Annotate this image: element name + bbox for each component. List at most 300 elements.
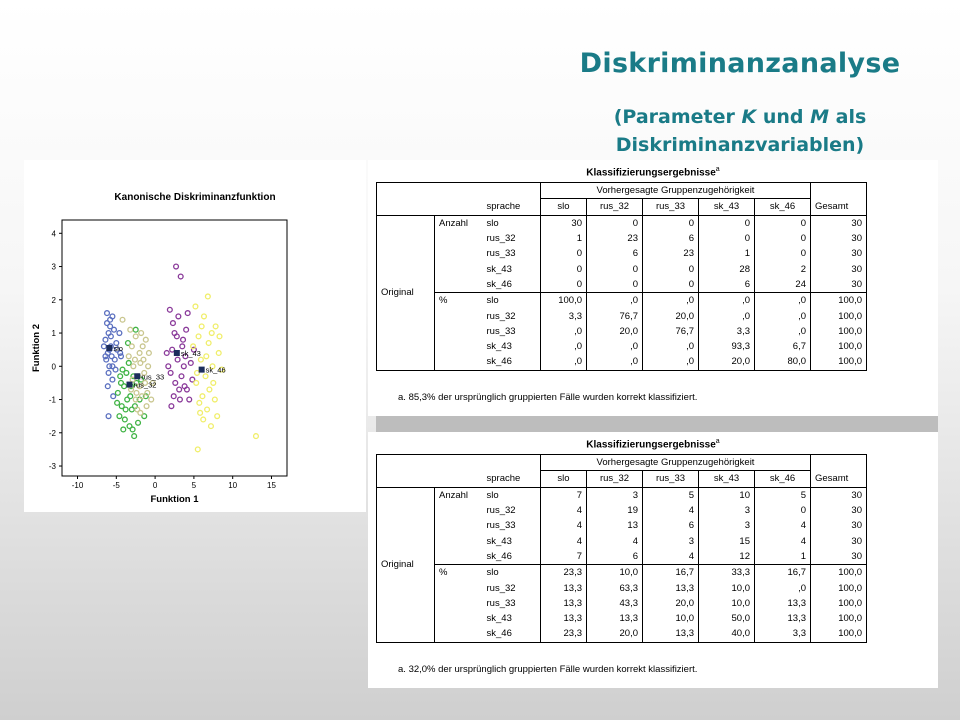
data-point-rus_33 <box>133 334 138 339</box>
row-class-sk_46: sk_46 <box>486 278 512 290</box>
row-class-slo: slo <box>483 565 541 581</box>
row-class-slo: slo <box>486 217 499 229</box>
data-point-rus_33 <box>129 344 134 349</box>
table-cell: 4 <box>643 503 699 518</box>
table-title-text: Klassifizierungsergebnisse <box>586 167 716 179</box>
table-cell: 16,7 <box>643 565 699 581</box>
row-class-slo: slo <box>486 489 499 501</box>
row-class-rus_33: rus_33 <box>486 248 516 260</box>
table-cell: 33,3 <box>699 565 755 581</box>
centroid-label-slo: slo <box>113 344 123 353</box>
class-header-sk_43: sk_43 <box>699 471 755 487</box>
table-cell: 1 <box>755 549 811 565</box>
data-point-sk_46 <box>207 387 212 392</box>
header-corner <box>377 455 541 471</box>
table-cell: 7 <box>541 549 587 565</box>
data-point-sk_46 <box>209 424 214 429</box>
class-header-rus_33: rus_33 <box>643 471 699 487</box>
table-cell: 23 <box>587 231 643 246</box>
data-point-slo <box>103 337 108 342</box>
classification-table-1 <box>368 160 938 416</box>
data-point-rus_33 <box>144 404 149 409</box>
percent-label-blank <box>435 626 483 642</box>
table-cell: 24 <box>755 277 811 293</box>
table-cell: ,0 <box>755 308 811 323</box>
table-cell: ,0 <box>755 324 811 339</box>
y-tick-label: 2 <box>51 295 56 305</box>
table-cell: 100,0 <box>811 626 867 642</box>
table-cell: 6 <box>643 518 699 533</box>
table-cell: 4 <box>643 549 699 565</box>
table-cell: 3 <box>699 518 755 533</box>
x-tick-label: 15 <box>267 481 276 490</box>
centroid-label-sk_46: sk_46 <box>205 365 226 375</box>
data-point-rus_32 <box>115 400 120 405</box>
table-cell: 63,3 <box>587 580 643 595</box>
group-centroid-sk_46 <box>199 367 205 373</box>
data-point-sk_46 <box>254 434 259 439</box>
data-point-sk_43 <box>171 321 176 326</box>
table-cell: ,0 <box>587 354 643 370</box>
data-point-sk_43 <box>184 327 189 332</box>
anzahl-label-blank <box>435 277 483 293</box>
table-cell: 3 <box>587 487 643 503</box>
table-cell: 1 <box>699 246 755 261</box>
data-point-sk_46 <box>202 314 207 319</box>
table-cell: 10,0 <box>699 596 755 611</box>
table-cell: 3,3 <box>541 308 587 323</box>
y-tick-label: -1 <box>48 395 56 405</box>
table-cell: 5 <box>755 487 811 503</box>
table-cell: 100,0 <box>811 580 867 595</box>
table-cell: 13,3 <box>755 596 811 611</box>
row-class-rus_33: rus_33 <box>486 597 516 609</box>
data-point-sk_43 <box>179 374 184 379</box>
data-point-sk_43 <box>178 397 183 402</box>
table-cell: 20,0 <box>587 626 643 642</box>
table-cell: 10,0 <box>587 565 643 581</box>
class-header-rus_32: rus_32 <box>587 471 643 487</box>
original-label: Original <box>377 487 435 642</box>
centroid-label-rus_32: rus_32 <box>133 380 157 390</box>
table-cell: ,0 <box>699 293 755 309</box>
data-point-sk_43 <box>164 351 169 356</box>
data-point-rus_33 <box>131 364 136 369</box>
table-cell: 6 <box>699 277 755 293</box>
table-cell: 15 <box>699 533 755 548</box>
table-cell: ,0 <box>541 324 587 339</box>
data-point-rus_33 <box>128 327 133 332</box>
data-point-sk_46 <box>216 351 221 356</box>
panel-gap-strip <box>376 416 938 432</box>
percent-label-blank <box>435 354 483 370</box>
anzahl-label: Anzahl <box>435 215 483 231</box>
table-cell: 30 <box>811 487 867 503</box>
scatter-plot-panel <box>24 160 366 512</box>
anzahl-label-blank <box>435 246 483 261</box>
data-point-slo <box>101 344 106 349</box>
table-cell: 4 <box>541 533 587 548</box>
table-cell: 0 <box>643 215 699 231</box>
subtitle-text-mid: und <box>756 106 811 128</box>
classification-table-2 <box>368 432 938 688</box>
table-cell: 100,0 <box>811 354 867 370</box>
data-point-sk_43 <box>171 394 176 399</box>
table-cell: 23,3 <box>541 626 587 642</box>
table-cell: 4 <box>755 518 811 533</box>
data-point-rus_33 <box>149 397 154 402</box>
data-point-slo <box>112 357 117 362</box>
table-cell: 0 <box>699 231 755 246</box>
table-cell: 0 <box>587 215 643 231</box>
table-cell: 13,3 <box>643 626 699 642</box>
group-centroid-rus_33 <box>134 373 140 379</box>
data-point-rus_32 <box>136 420 141 425</box>
gesamt-header-top <box>811 455 867 471</box>
table-cell: 13,3 <box>755 611 811 626</box>
table-cell: 100,0 <box>541 293 587 309</box>
slide-subtitle <box>560 103 920 159</box>
data-point-sk_43 <box>177 387 182 392</box>
table-cell: 0 <box>643 261 699 276</box>
data-point-sk_46 <box>205 407 210 412</box>
table-cell: 0 <box>643 277 699 293</box>
data-point-rus_32 <box>121 427 126 432</box>
subtitle-text-post: als Diskriminanzvariablen) <box>615 106 867 156</box>
footnote-mark: a. <box>398 392 409 403</box>
table-cell: ,0 <box>541 354 587 370</box>
table-cell: 30 <box>811 533 867 548</box>
slide-title: Diskriminanzanalyse <box>579 48 901 79</box>
row-class-sk_43: sk_43 <box>486 535 512 547</box>
data-point-slo <box>106 414 111 419</box>
data-point-sk_46 <box>201 417 206 422</box>
data-point-sk_46 <box>198 410 203 415</box>
predicted-group-header: Vorhergesagte Gruppenzugehörigkeit <box>541 455 811 471</box>
data-point-rus_33 <box>133 357 138 362</box>
y-tick-label: 0 <box>51 362 56 372</box>
data-point-sk_46 <box>204 354 209 359</box>
table-cell: 80,0 <box>755 354 811 370</box>
table-cell: 4 <box>587 533 643 548</box>
table-title <box>368 166 938 178</box>
table-cell: 20,0 <box>699 354 755 370</box>
table-cell: 30 <box>811 246 867 261</box>
table-cell: 2 <box>755 261 811 276</box>
footnote-text: 85,3% der ursprünglich gruppierten Fälle wurden korrekt klassifiziert. <box>408 392 698 403</box>
data-point-rus_33 <box>137 351 142 356</box>
table-cell: 13,3 <box>541 580 587 595</box>
data-point-slo <box>117 331 122 336</box>
row-class-rus_32: rus_32 <box>486 505 516 517</box>
row-class-sk_46: sk_46 <box>483 626 541 642</box>
data-point-sk_46 <box>205 294 210 299</box>
row-class-sk_46: sk_46 <box>486 550 512 562</box>
y-tick-label: 3 <box>51 262 56 272</box>
table-cell: 1 <box>541 231 587 246</box>
row-class-sk_43: sk_43 <box>486 341 512 353</box>
table-cell: ,0 <box>755 580 811 595</box>
percent-label: % <box>435 293 483 309</box>
data-point-rus_33 <box>146 364 151 369</box>
table-cell: 20,0 <box>587 324 643 339</box>
table-cell: 30 <box>811 277 867 293</box>
table-cell: 4 <box>755 533 811 548</box>
data-point-slo <box>106 371 111 376</box>
table-cell: 13 <box>587 518 643 533</box>
data-point-rus_33 <box>146 351 151 356</box>
table-cell: ,0 <box>587 293 643 309</box>
data-point-slo <box>105 311 110 316</box>
row-class-sk_43: sk_43 <box>486 613 512 625</box>
data-point-sk_43 <box>178 274 183 279</box>
row-class-sk_46: sk_46 <box>483 354 541 370</box>
table-cell: ,0 <box>699 308 755 323</box>
gesamt-header: Gesamt <box>811 471 867 487</box>
predicted-group-header: Vorhergesagte Gruppenzugehörigkeit <box>541 183 811 199</box>
table-cell: 0 <box>755 246 811 261</box>
table-title-mark: a <box>715 438 720 445</box>
data-point-sk_43 <box>185 311 190 316</box>
data-point-sk_43 <box>166 364 171 369</box>
data-point-sk_46 <box>200 394 205 399</box>
data-point-sk_46 <box>209 331 214 336</box>
anzahl-label-blank <box>435 533 483 548</box>
data-point-sk_46 <box>199 324 204 329</box>
table-cell: 13,3 <box>541 596 587 611</box>
table-cell: ,0 <box>643 293 699 309</box>
data-point-rus_32 <box>122 417 127 422</box>
table-title-mark: a <box>715 166 720 173</box>
percent-label-blank <box>435 580 483 595</box>
group-centroid-rus_32 <box>127 382 133 388</box>
y-axis-label: Funktion 2 <box>31 323 42 373</box>
sprache-header: sprache <box>483 199 541 215</box>
data-point-rus_32 <box>128 394 133 399</box>
anzahl-label-blank <box>435 261 483 276</box>
row-class-rus_33: rus_33 <box>486 520 516 532</box>
data-point-sk_46 <box>217 334 222 339</box>
table-cell: 40,0 <box>699 626 755 642</box>
y-tick-label: -2 <box>48 428 56 438</box>
centroid-label-sk_43: sk_43 <box>180 348 201 358</box>
table-cell: 19 <box>587 503 643 518</box>
table-cell: 6,7 <box>755 339 811 354</box>
data-point-rus_32 <box>130 427 135 432</box>
data-point-sk_46 <box>197 400 202 405</box>
data-point-sk_43 <box>181 364 186 369</box>
table-cell: 13,3 <box>587 611 643 626</box>
percent-label-blank <box>435 596 483 611</box>
header-blank <box>377 471 483 487</box>
classification-table <box>376 182 867 371</box>
x-axis-label: Funktion 1 <box>150 494 199 505</box>
data-point-rus_33 <box>139 331 144 336</box>
table-title <box>368 438 938 450</box>
table-cell: 0 <box>755 215 811 231</box>
table-footnote <box>398 664 697 675</box>
data-point-sk_43 <box>176 314 181 319</box>
class-header-rus_33: rus_33 <box>643 199 699 215</box>
group-centroid-slo <box>106 345 112 351</box>
x-tick-label: -5 <box>112 481 120 490</box>
table-cell: 30 <box>541 215 587 231</box>
table-cell: ,0 <box>541 339 587 354</box>
data-point-rus_32 <box>133 327 138 332</box>
subtitle-param-m: M <box>810 106 830 128</box>
data-point-sk_43 <box>175 357 180 362</box>
data-point-slo <box>105 384 110 389</box>
data-point-rus_32 <box>119 381 124 386</box>
group-centroid-sk_43 <box>174 350 180 356</box>
x-tick-label: -10 <box>71 481 84 490</box>
gesamt-header: Gesamt <box>811 199 867 215</box>
data-point-slo <box>110 364 115 369</box>
data-point-sk_43 <box>187 397 192 402</box>
data-point-rus_32 <box>120 367 125 372</box>
table-cell: ,0 <box>643 354 699 370</box>
data-point-sk_46 <box>194 381 199 386</box>
table-cell: 93,3 <box>699 339 755 354</box>
table-cell: 23 <box>643 246 699 261</box>
table-cell: 30 <box>811 518 867 533</box>
data-point-rus_33 <box>140 344 145 349</box>
footnote-mark: a. <box>398 664 409 675</box>
table-cell: 10,0 <box>643 611 699 626</box>
row-class-sk_43: sk_43 <box>486 263 512 275</box>
class-header-slo: slo <box>541 199 587 215</box>
subtitle-text-pre: (Parameter <box>613 106 742 128</box>
data-point-rus_33 <box>134 390 139 395</box>
table-cell: 100,0 <box>811 339 867 354</box>
data-point-sk_46 <box>196 334 201 339</box>
table-cell: 13,3 <box>643 580 699 595</box>
data-point-rus_33 <box>138 361 143 366</box>
sprache-header: sprache <box>483 471 541 487</box>
table-cell: 50,0 <box>699 611 755 626</box>
data-point-sk_43 <box>173 381 178 386</box>
table-cell: 23,3 <box>541 565 587 581</box>
data-point-rus_32 <box>123 407 128 412</box>
anzahl-label-blank <box>435 518 483 533</box>
table-cell: 100,0 <box>811 611 867 626</box>
data-point-rus_32 <box>117 414 122 419</box>
table-cell: 100,0 <box>811 596 867 611</box>
percent-label: % <box>435 565 483 581</box>
data-point-sk_43 <box>174 264 179 269</box>
table-footnote <box>398 392 697 403</box>
anzahl-label-blank <box>435 231 483 246</box>
classification-table <box>376 454 867 643</box>
x-tick-label: 10 <box>228 481 238 490</box>
table-cell: 6 <box>643 231 699 246</box>
scatter-plot <box>24 160 366 512</box>
class-header-slo: slo <box>541 471 587 487</box>
table-cell: 100,0 <box>811 293 867 309</box>
table-cell: 0 <box>541 261 587 276</box>
table-cell: 10 <box>699 487 755 503</box>
table-cell: 3,3 <box>699 324 755 339</box>
table-cell: ,0 <box>587 339 643 354</box>
class-header-sk_46: sk_46 <box>755 471 811 487</box>
y-tick-label: -3 <box>48 462 56 472</box>
data-point-slo <box>108 324 113 329</box>
table-cell: 0 <box>699 215 755 231</box>
anzahl-label-blank <box>435 549 483 565</box>
table-cell: 7 <box>541 487 587 503</box>
table-cell: 30 <box>811 231 867 246</box>
row-class-rus_32: rus_32 <box>486 310 516 322</box>
table-cell: 4 <box>541 518 587 533</box>
table-cell: 76,7 <box>643 324 699 339</box>
subtitle-param-k: K <box>741 106 757 128</box>
header-blank <box>377 199 483 215</box>
table-cell: 100,0 <box>811 324 867 339</box>
row-class-rus_32: rus_32 <box>486 233 516 245</box>
table-cell: 20,0 <box>643 308 699 323</box>
chart-title: Kanonische Diskriminanzfunktion <box>114 192 276 203</box>
data-point-sk_43 <box>168 371 173 376</box>
table-cell: 3 <box>643 533 699 548</box>
table-cell: 30 <box>811 215 867 231</box>
table-title-text: Klassifizierungsergebnisse <box>586 439 716 451</box>
anzahl-label: Anzahl <box>435 487 483 503</box>
table-cell: 10,0 <box>699 580 755 595</box>
data-point-sk_43 <box>167 307 172 312</box>
percent-label-blank <box>435 324 483 339</box>
table-cell: 13,3 <box>541 611 587 626</box>
x-tick-label: 5 <box>191 481 197 490</box>
table-cell: 16,7 <box>755 565 811 581</box>
table-cell: 76,7 <box>587 308 643 323</box>
y-tick-label: 4 <box>51 229 56 239</box>
data-point-sk_43 <box>188 361 193 366</box>
table-cell: 0 <box>587 261 643 276</box>
data-point-sk_46 <box>211 381 216 386</box>
table-cell: 0 <box>587 277 643 293</box>
table-cell: 5 <box>643 487 699 503</box>
percent-label-blank <box>435 611 483 626</box>
data-point-sk_46 <box>195 447 200 452</box>
anzahl-label-blank <box>435 503 483 518</box>
row-class-rus_33: rus_33 <box>486 325 516 337</box>
footnote-text: 32,0% der ursprünglich gruppierten Fälle wurden korrekt klassifiziert. <box>408 664 698 675</box>
data-point-sk_46 <box>213 324 218 329</box>
centroid-label-rus_33: rus_33 <box>141 372 165 382</box>
table-cell: 0 <box>541 277 587 293</box>
class-header-rus_32: rus_32 <box>587 199 643 215</box>
x-tick-label: 0 <box>152 481 158 490</box>
original-label: Original <box>377 215 435 370</box>
row-class-slo: slo <box>483 293 541 309</box>
table-cell: 6 <box>587 246 643 261</box>
table-cell: 20,0 <box>643 596 699 611</box>
data-point-sk_46 <box>212 397 217 402</box>
percent-label-blank <box>435 339 483 354</box>
table-cell: 12 <box>699 549 755 565</box>
table-cell: 3,3 <box>755 626 811 642</box>
data-point-rus_32 <box>132 434 137 439</box>
table-cell: 100,0 <box>811 565 867 581</box>
table-cell: ,0 <box>643 339 699 354</box>
table-cell: 30 <box>811 261 867 276</box>
data-point-sk_43 <box>181 337 186 342</box>
table-cell: ,0 <box>755 293 811 309</box>
data-point-sk_46 <box>193 304 198 309</box>
table-cell: 30 <box>811 549 867 565</box>
y-tick-label: 1 <box>51 329 56 339</box>
table-cell: 4 <box>541 503 587 518</box>
